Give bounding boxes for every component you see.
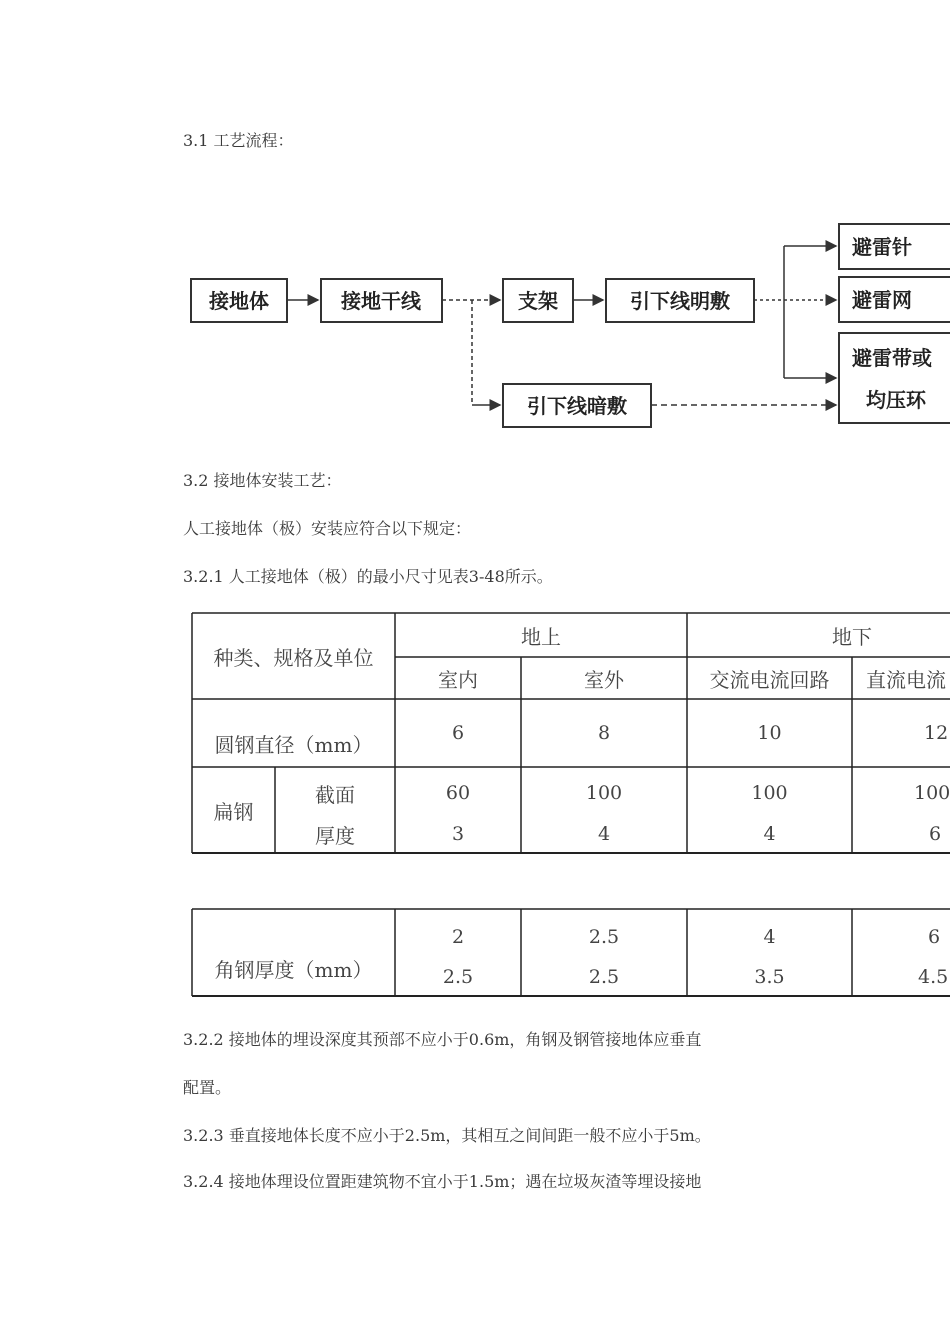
round-ac: 10	[757, 722, 782, 744]
flat-section-dc: 100	[914, 782, 950, 804]
header-ac-circuit: 交流电流回路	[709, 667, 830, 692]
round-indoor: 6	[451, 722, 465, 744]
node-exposed-downlead-label: 引下线明敷	[630, 289, 730, 313]
round-outdoor: 8	[597, 722, 611, 744]
process-flow-diagram	[0, 0, 950, 450]
node-concealed-downlead-label: 引下线暗敷	[527, 394, 627, 418]
flat-thickness-ac: 4	[763, 823, 776, 845]
angle-r1-outdoor: 2.5	[588, 926, 620, 948]
flat-thickness-dc: 6	[929, 823, 942, 845]
header-above-ground: 地上	[521, 624, 561, 649]
flat-thickness-outdoor: 4	[597, 823, 611, 845]
intro-paragraph: 人工接地体（极）安装应符合以下规定：	[183, 519, 472, 538]
section-3-2-2-line2: 配置。	[183, 1078, 232, 1097]
flat-thickness-label: 厚度	[315, 823, 355, 848]
row-flat-steel-label: 扁钢	[213, 799, 254, 824]
section-3-2-heading: 3.2 接地体安装工艺：	[183, 471, 342, 490]
node-lightning-belt-label-2: 均压环	[866, 388, 926, 412]
flat-thickness-indoor: 3	[451, 823, 465, 845]
angle-r2-outdoor: 2.5	[588, 966, 620, 988]
header-outdoor: 室外	[584, 667, 624, 692]
angle-r2-indoor: 2.5	[442, 966, 474, 988]
node-lightning-belt-label-1: 避雷带或	[852, 346, 932, 370]
flat-section-ac: 100	[751, 782, 788, 804]
section-3-2-1: 3.2.1 人工接地体（极）的最小尺寸见表3-48所示。	[183, 567, 553, 586]
section-3-2-4: 3.2.4 接地体理设位置距建筑物不宜小于1.5m；遇在垃圾灰渣等埋设接地	[183, 1172, 702, 1191]
section-3-1-heading: 3.1 工艺流程：	[183, 131, 294, 150]
section-3-2-3: 3.2.3 垂直接地体长度不应小于2.5m，其相互之间间距一般不应小于5m。	[183, 1126, 711, 1145]
angle-r1-ac: 4	[763, 926, 776, 948]
row-round-steel-label: 圆钢直径（mm）	[214, 733, 373, 757]
section-3-2-2-line1: 3.2.2 接地体的埋设深度其预部不应小于0.6m，角钢及钢管接地体应垂直	[183, 1030, 702, 1049]
angle-r1-indoor: 2	[451, 926, 465, 948]
node-lightning-net-label: 避雷网	[852, 288, 912, 312]
node-grounding-body-label: 接地体	[209, 289, 269, 313]
angle-r2-ac: 3.5	[754, 966, 785, 988]
round-dc: 12	[924, 722, 949, 744]
header-dc-circuit: 直流电流	[866, 667, 946, 692]
flat-section-outdoor: 100	[585, 782, 623, 804]
node-lightning-rod-label: 避雷针	[852, 235, 912, 259]
node-grounding-trunk-label: 接地干线	[341, 289, 421, 313]
header-below-ground: 地下	[832, 624, 872, 649]
header-indoor: 室内	[438, 667, 478, 692]
flat-section-label: 截面	[315, 782, 355, 807]
angle-r1-dc: 6	[928, 926, 941, 948]
header-type-spec-unit: 种类、规格及单位	[213, 645, 374, 670]
angle-r2-dc: 4.5	[918, 966, 949, 988]
node-bracket-label: 支架	[518, 289, 558, 313]
flat-section-indoor: 60	[445, 782, 471, 804]
row-angle-steel-label: 角钢厚度（mm）	[214, 957, 373, 982]
